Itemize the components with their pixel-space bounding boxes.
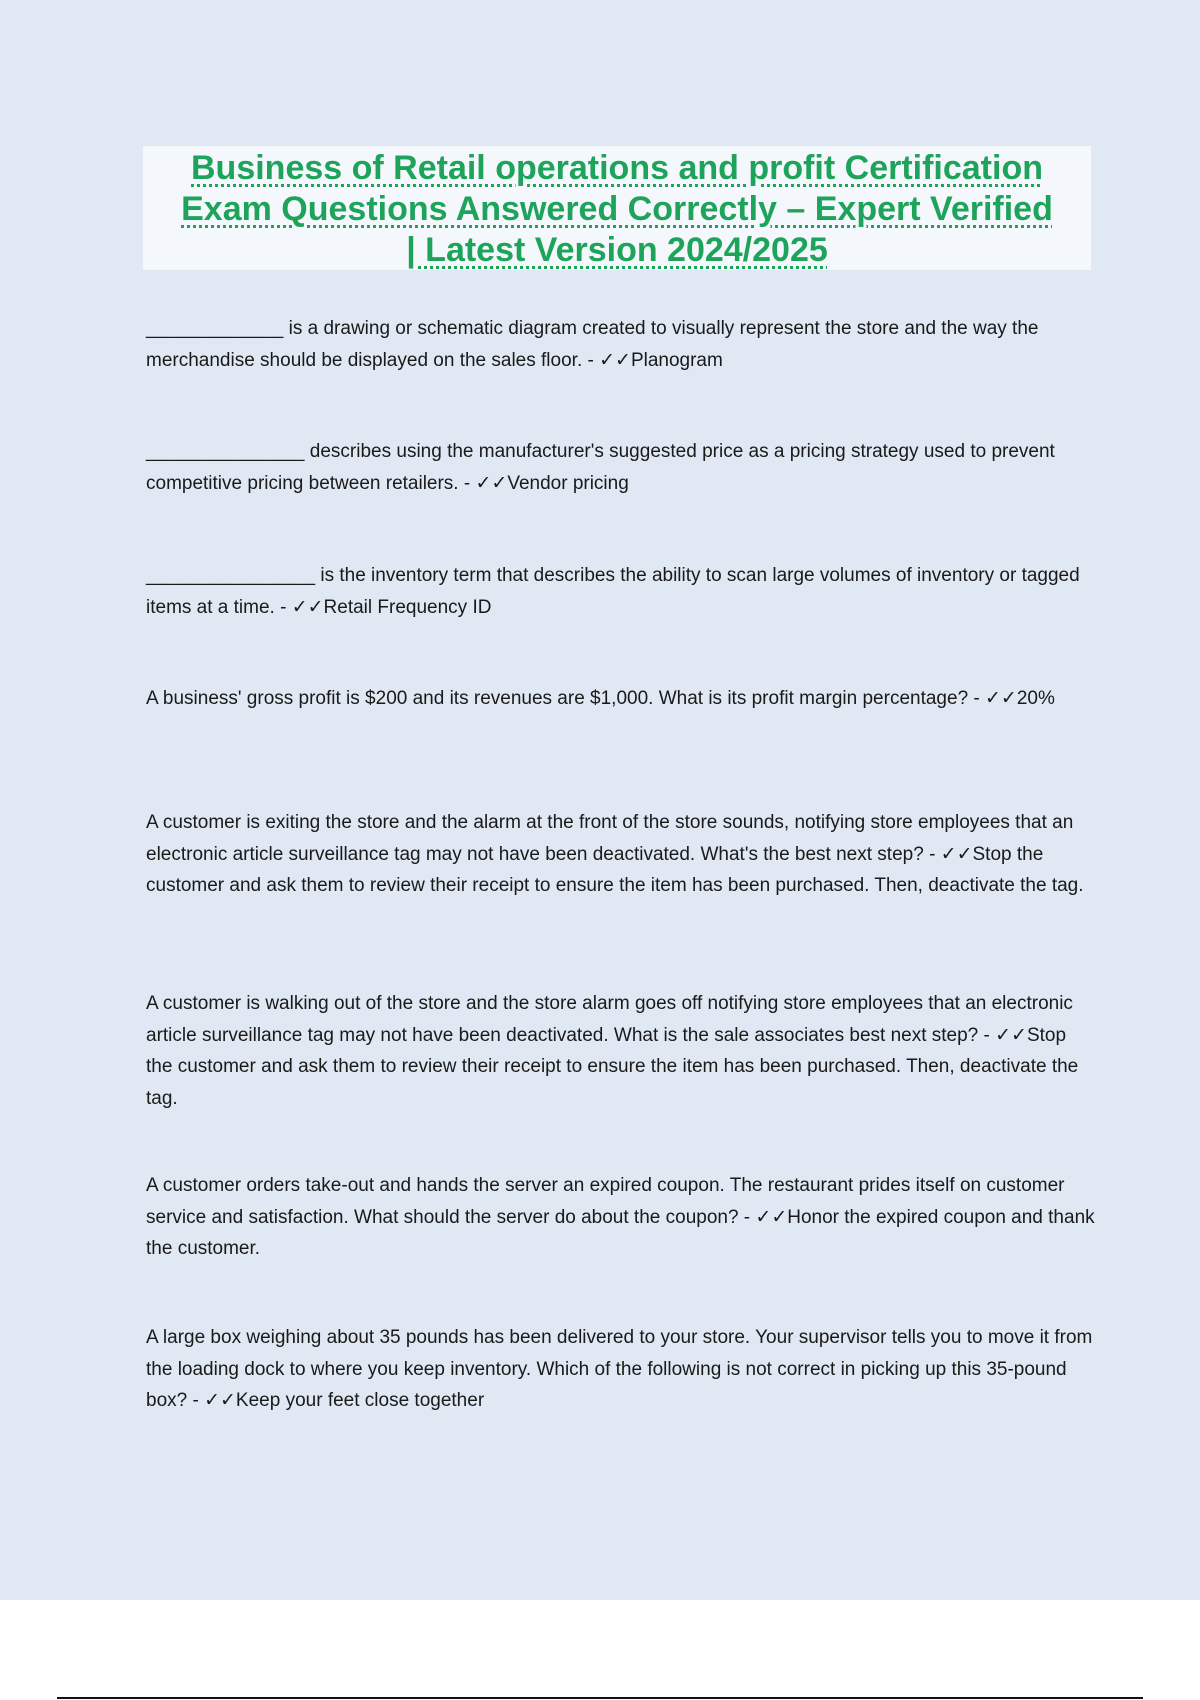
document-title: Business of Retail operations and profit Certification Exam Questions Answered Correctly – Expert Verified | Latest Version 2024/2025: [181, 149, 1053, 269]
qa-item: A customer is walking out of the store and the store alarm goes off notifying store employees that an electronic article surveillance tag may not have been deactivated. What is the sale associates best next step? - ✓✓Stop the customer and ask them to review their receipt to ensure the item has been purchased. Then, deactivate the tag.: [146, 993, 1079, 1109]
qa-item: A customer orders take-out and hands the server an expired coupon. The restaurant prides itself on customer service and satisfaction. What should the server do about the coupon? - ✓✓Honor the expired coupon and thank the customer.: [146, 1175, 1095, 1259]
footer-rule: [57, 1697, 1143, 1699]
qa-item: ________________ is the inventory term that describes the ability to scan large volumes of inventory or tagged items at a time. - ✓✓Retail Frequency ID: [146, 565, 1080, 618]
qa-item: _____________ is a drawing or schematic diagram created to visually represent the store and the way the merchandise should be displayed on the sales floor. - ✓✓Planogram: [146, 318, 1039, 371]
title-banner: [143, 146, 1091, 270]
qa-item: A large box weighing about 35 pounds has been delivered to your store. Your supervisor tells you to move it from the loading dock to where you keep inventory. Which of the following is not correct in picking up this 35-pound box? - ✓✓Keep your feet close together: [146, 1327, 1093, 1411]
qa-item: _______________ describes using the manufacturer's suggested price as a pricing strategy used to prevent competitive pricing between retailers. - ✓✓Vendor pricing: [146, 441, 1055, 494]
qa-item: A customer is exiting the store and the alarm at the front of the store sounds, notifying store employees that an electronic article surveillance tag may not have been deactivated. What's the best next step? - ✓✓Stop the customer and ask them to review their receipt to ensure the item has been purchased. Then, deactivate the tag.: [146, 812, 1084, 896]
qa-item: A business' gross profit is $200 and its revenues are $1,000. What is its profit margin percentage? - ✓✓20%: [146, 688, 1055, 709]
